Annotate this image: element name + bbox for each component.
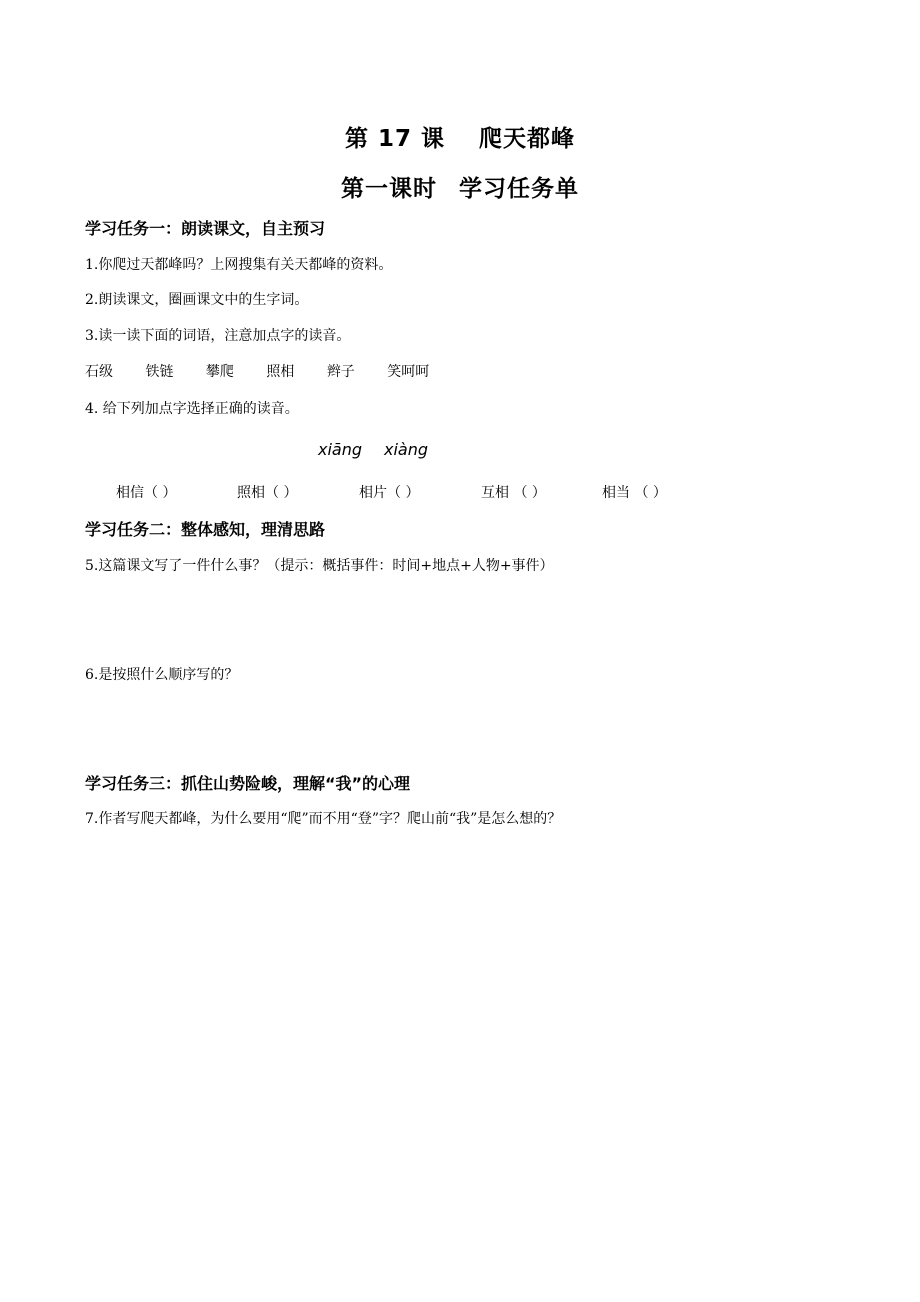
task3-heading: 学习任务三：抓住山势险峻，理解“我”的心理 (85, 774, 411, 793)
word-item: 辫子 (326, 364, 355, 380)
choice-blank[interactable]: 相片（ ） (359, 485, 420, 501)
word-item: 攀爬 (205, 364, 234, 380)
task2-heading: 学习任务二：整体感知，理清思路 (85, 520, 326, 539)
question-1: 1.你爬过天都峰吗？上网搜集有关天都峰的资料。 (85, 257, 393, 273)
choice-blank[interactable]: 相当 （ ） (602, 485, 667, 501)
word-item: 照相 (266, 364, 295, 380)
choice-blank[interactable]: 相信（ ） (116, 485, 177, 501)
pinyin-options (318, 440, 450, 459)
lesson-title (0, 120, 920, 153)
lesson-number: 第 17 课 (344, 126, 446, 152)
sheet-label: 学习任务单 (459, 176, 579, 202)
sheet-title (0, 170, 920, 203)
question-5: 5.这篇课文写了一件什么事？（提示：概括事件：时间+地点+人物+事件） (85, 558, 554, 574)
word-list (85, 361, 457, 381)
task1-heading: 学习任务一：朗读课文，自主预习 (85, 219, 326, 238)
choice-blank[interactable]: 互相 （ ） (481, 485, 546, 501)
pinyin-option: xiāng (318, 440, 363, 459)
question-6: 6.是按照什么顺序写的？ (85, 667, 239, 683)
lesson-name: 爬天都峰 (479, 126, 576, 152)
word-item: 笑呵呵 (387, 364, 430, 380)
period-label: 第一课时 (341, 176, 437, 202)
word-item: 铁链 (145, 364, 174, 380)
choice-blank[interactable]: 照相（ ） (237, 485, 298, 501)
word-item: 石级 (85, 364, 113, 380)
question-7: 7.作者写爬天都峰，为什么要用“爬”而不用“登”字？爬山前“我”是怎么想的？ (85, 811, 562, 827)
question-4: 4. 给下列加点字选择正确的读音。 (85, 401, 299, 417)
pinyin-option: xiàng (384, 440, 429, 459)
question-2: 2.朗读课文，圈画课文中的生字词。 (85, 292, 309, 308)
question-3: 3.读一读下面的词语，注意加点字的读音。 (85, 328, 351, 344)
